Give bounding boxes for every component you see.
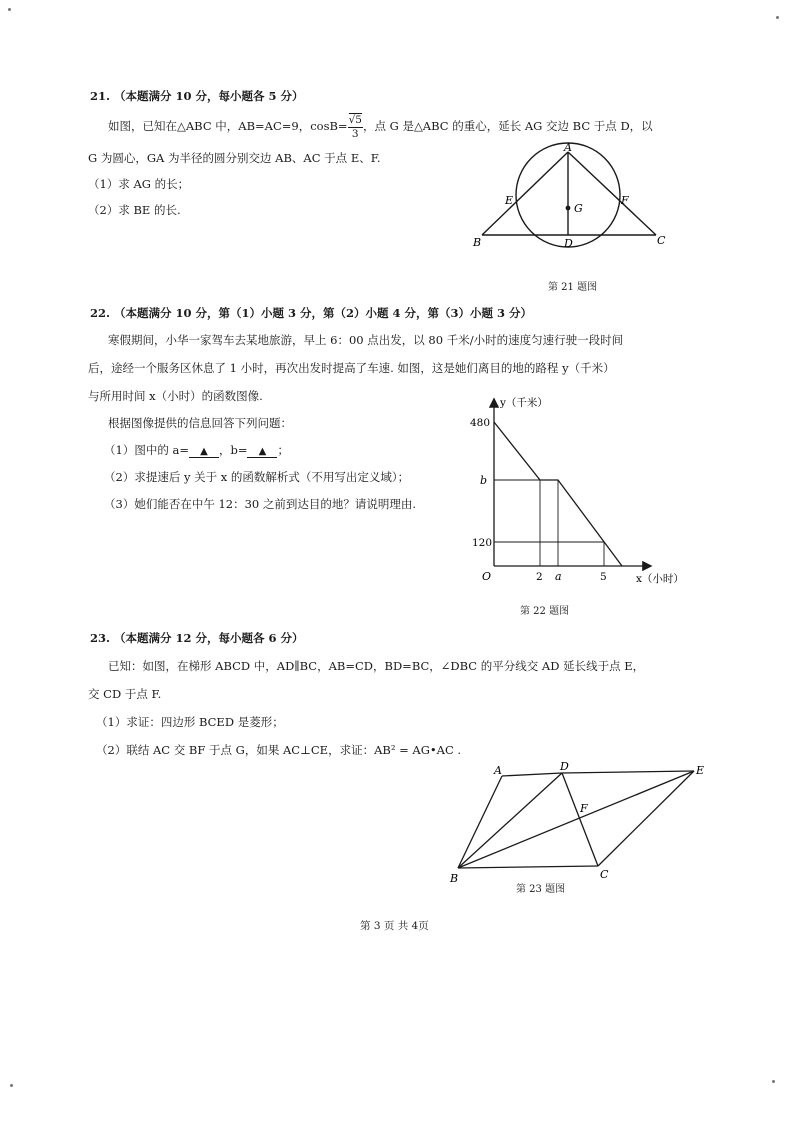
label-d: D bbox=[564, 237, 573, 250]
triangle-marker-icon: ▲ bbox=[258, 446, 267, 457]
q21-caption: 第 21 题图 bbox=[548, 282, 598, 293]
label-f: F bbox=[621, 194, 629, 207]
origin-label: O bbox=[482, 570, 492, 583]
segment-dc bbox=[562, 773, 598, 866]
segment-be bbox=[458, 771, 694, 868]
q21-line1-b: ，点 G 是△ABC 的重心，延长 AG 交边 BC 于点 D，以 bbox=[362, 119, 653, 133]
q22-graph bbox=[462, 392, 692, 592]
label-c: C bbox=[600, 868, 609, 881]
q22-prompt: 根据图像提供的信息回答下列问题： bbox=[108, 416, 292, 430]
segment-ad bbox=[502, 773, 562, 776]
cosb-fraction bbox=[348, 115, 363, 139]
q21-sub1: （1）求 AG 的长； bbox=[88, 177, 190, 191]
segment-ab bbox=[458, 776, 502, 868]
answer-blank-a[interactable] bbox=[189, 443, 219, 458]
label-g: G bbox=[574, 202, 583, 215]
y-axis-label: y（千米） bbox=[500, 397, 548, 409]
q22-caption: 第 22 题图 bbox=[520, 606, 570, 617]
segment-ab bbox=[482, 152, 568, 235]
y-tick-b: b bbox=[480, 474, 488, 487]
q22-sub2: （2）求提速后 y 关于 x 的函数解析式（不用写出定义域）； bbox=[104, 470, 410, 484]
q22-sub1-c: ； bbox=[277, 443, 289, 457]
label-d: D bbox=[560, 760, 569, 773]
q21-header: 21. （本题满分 10 分，每小题各 5 分） bbox=[90, 89, 304, 103]
x-tick-a: a bbox=[555, 570, 562, 583]
label-e: E bbox=[696, 764, 705, 777]
segment-ce bbox=[598, 771, 694, 866]
y-tick-480: 480 bbox=[470, 417, 491, 429]
q21-line1 bbox=[108, 113, 653, 139]
q21-sub2: （2）求 BE 的长. bbox=[88, 203, 181, 217]
scan-speck bbox=[10, 1084, 13, 1087]
label-a: A bbox=[494, 764, 502, 777]
x-axis-label: x（小时） bbox=[636, 573, 684, 585]
q23-sub2: （2）联结 AC 交 BF 于点 G，如果 AC⊥CE，求证：AB² = AG•AC . bbox=[96, 743, 462, 757]
q22-line1: 寒假期间，小华一家驾车去某地旅游，早上 6：00 点出发，以 80 千米/小时的速度匀速行驶一段时间 bbox=[108, 333, 624, 347]
scan-speck bbox=[8, 8, 11, 11]
q23-caption: 第 23 题图 bbox=[516, 884, 566, 895]
y-tick-120: 120 bbox=[472, 537, 493, 549]
q23-sub1: （1）求证：四边形 BCED 是菱形； bbox=[96, 715, 284, 729]
point-g bbox=[566, 206, 571, 211]
label-a: A bbox=[564, 141, 572, 154]
q22-sub1-a: （1）图中的 a= bbox=[104, 443, 189, 457]
scan-speck bbox=[772, 1080, 775, 1083]
triangle-marker-icon: ▲ bbox=[200, 446, 208, 457]
q23-line1: 已知：如图，在梯形 ABCD 中，AD∥BC，AB=CD，BD=BC，∠DBC 的平分线交 AD 延长线于点 E， bbox=[108, 659, 645, 673]
q22-header: 22. （本题满分 10 分，第（1）小题 3 分，第（2）小题 4 分，第（3）小题 3 分） bbox=[90, 306, 533, 320]
label-b: B bbox=[473, 236, 482, 249]
segment-bd bbox=[458, 773, 562, 868]
q22-sub3: （3）她们能否在中午 12：30 之前到达目的地？请说明理由. bbox=[104, 497, 417, 511]
label-c: C bbox=[657, 234, 666, 247]
q23-figure bbox=[440, 758, 720, 888]
q21-figure bbox=[470, 140, 680, 270]
page-footer: 第 3 页 共 4页 bbox=[360, 920, 429, 932]
segment-bc bbox=[458, 866, 598, 868]
label-b: B bbox=[450, 872, 459, 885]
q22-sub1-b: ，b= bbox=[218, 443, 248, 457]
q21-line2: G 为圆心，GA 为半径的圆分别交边 AB、AC 于点 E、F. bbox=[88, 151, 381, 165]
label-e: E bbox=[505, 194, 514, 207]
label-f: F bbox=[580, 802, 588, 815]
x-tick-5: 5 bbox=[600, 571, 607, 583]
q21-line1-a: 如图，已知在△ABC 中，AB=AC=9，cosB= bbox=[108, 119, 348, 133]
q23-line2: 交 CD 于点 F. bbox=[88, 687, 162, 701]
q22-line2: 后，途经一个服务区休息了 1 小时，再次出发时提高了车速. 如图，这是她们离目的地的路程 y（千米） bbox=[88, 361, 615, 375]
frac-top: √5 bbox=[348, 114, 362, 126]
q22-sub1 bbox=[104, 442, 289, 458]
q23-header: 23. （本题满分 12 分，每小题各 6 分） bbox=[90, 631, 304, 645]
answer-blank-b[interactable] bbox=[247, 443, 277, 458]
q22-line3: 与所用时间 x（小时）的函数图像. bbox=[88, 389, 263, 403]
scan-speck bbox=[776, 16, 779, 19]
frac-bot: 3 bbox=[351, 127, 359, 140]
x-tick-2: 2 bbox=[536, 571, 543, 583]
segment-de bbox=[562, 771, 694, 773]
